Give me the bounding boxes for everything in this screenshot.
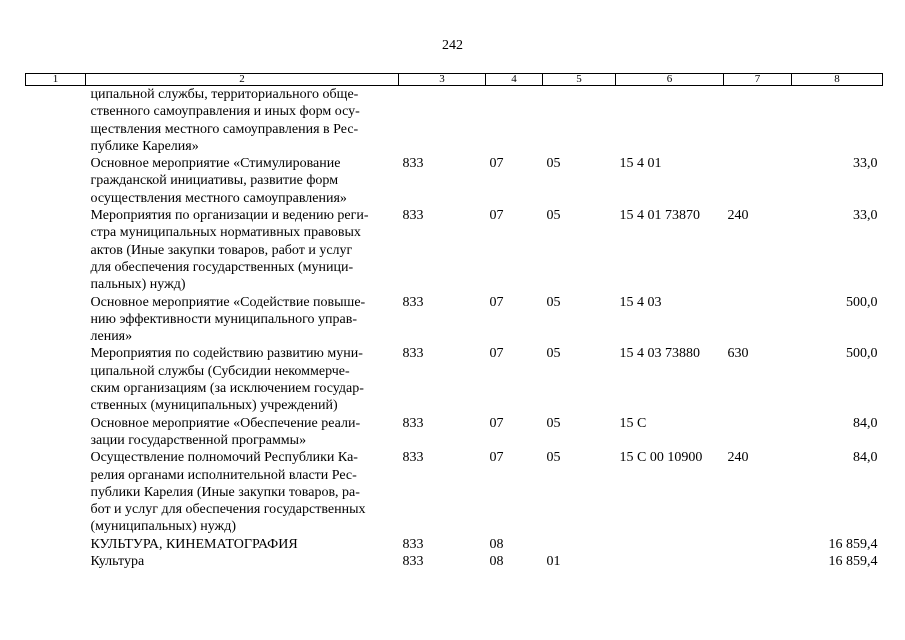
budget-table <box>25 73 883 570</box>
table-row <box>26 207 883 293</box>
item-name-line: КУЛЬТУРА, КИНЕМАТОГРАФИЯ <box>90 536 298 552</box>
item-name-line: ществления местного самоуправления в Рес- <box>90 121 359 137</box>
item-name-line: осуществления местного самоуправления» <box>90 190 347 206</box>
row-number-cell <box>26 86 86 156</box>
subsection-code-cell <box>543 86 616 156</box>
item-name-line: актов (Иные закупки товаров, работ и услуг <box>90 242 353 258</box>
header-col-1: 1 <box>26 74 86 86</box>
item-name-line: Осуществление полномочий Республики Ка- <box>90 450 358 466</box>
item-name-line: Основное мероприятие «Стимулирование <box>90 156 341 172</box>
item-name-line: ципальной службы (Субсидии некоммерче- <box>90 363 350 379</box>
section-code-cell: 07 <box>489 346 504 362</box>
target-item-code-cell: 15 4 01 73870 <box>619 208 700 224</box>
row-number-cell <box>26 536 86 553</box>
amount-cell: 84,0 <box>853 450 878 466</box>
item-name-line: гражданской инициативы, развитие форм <box>90 173 339 189</box>
expense-type-code-cell <box>724 155 792 207</box>
target-item-code-cell: 15 С <box>619 415 647 431</box>
expense-type-code-cell <box>724 553 792 570</box>
ministry-code-cell: 833 <box>402 536 424 552</box>
target-item-code-cell: 15 4 03 73880 <box>619 346 700 362</box>
section-code-cell: 07 <box>489 208 504 224</box>
ministry-code-cell: 833 <box>402 346 424 362</box>
row-number-cell <box>26 553 86 570</box>
subsection-code-cell: 05 <box>546 450 561 466</box>
section-code-cell: 08 <box>489 536 504 552</box>
expense-type-code-cell <box>724 86 792 156</box>
item-name-line: пальных) нужд) <box>90 277 186 293</box>
amount-cell: 16 859,4 <box>828 536 878 552</box>
target-item-code-cell: 15 4 01 <box>619 156 662 172</box>
ministry-code-cell: 833 <box>402 450 424 466</box>
item-name-line: публики Карелия (Иные закупки товаров, ра- <box>90 484 360 500</box>
section-code-cell: 07 <box>489 294 504 310</box>
table-row <box>26 536 883 553</box>
item-name-line: Мероприятия по организации и ведению реги- <box>90 208 369 224</box>
table-row <box>26 415 883 450</box>
target-item-code-cell <box>616 86 724 156</box>
row-number-cell <box>26 207 86 293</box>
amount-cell <box>792 86 883 156</box>
amount-cell: 16 859,4 <box>828 554 878 570</box>
row-number-cell <box>26 449 86 535</box>
ministry-code-cell: 833 <box>402 294 424 310</box>
section-code-cell: 07 <box>489 450 504 466</box>
item-name-line: Основное мероприятие «Содействие повыше- <box>90 294 366 310</box>
item-name-line: ским организациям (за исключением государ- <box>90 381 364 397</box>
item-name-cell <box>86 86 399 156</box>
item-name-cell <box>86 415 399 450</box>
row-number-cell <box>26 345 86 414</box>
header-col-4: 4 <box>486 74 543 86</box>
amount-cell: 500,0 <box>846 346 878 362</box>
header-col-2: 2 <box>86 74 399 86</box>
subsection-code-cell: 05 <box>546 346 561 362</box>
section-code-cell <box>486 86 543 156</box>
item-name-line: (муниципальных) нужд) <box>90 519 237 535</box>
expense-type-code-cell <box>724 536 792 553</box>
table-row <box>26 345 883 414</box>
item-name-line: ципальной службы, территориального обще- <box>90 87 359 102</box>
ministry-code-cell: 833 <box>402 415 424 431</box>
amount-cell: 33,0 <box>853 208 878 224</box>
item-name-line: стра муниципальных нормативных правовых <box>90 225 361 241</box>
section-code-cell: 07 <box>489 156 504 172</box>
item-name-line: зации государственной программы» <box>90 432 307 448</box>
header-col-7: 7 <box>724 74 792 86</box>
item-name-line: бот и услуг для обеспечения государственных <box>90 502 366 518</box>
subsection-code-cell <box>543 536 616 553</box>
ministry-code-cell <box>399 86 486 156</box>
ministry-code-cell: 833 <box>402 554 424 570</box>
item-name-line: Мероприятия по содействию развитию муни- <box>90 346 363 362</box>
row-number-cell <box>26 294 86 346</box>
expense-type-code-cell <box>724 415 792 450</box>
target-item-code-cell: 15 С 00 10900 <box>619 450 703 466</box>
expense-type-code-cell: 630 <box>727 346 749 362</box>
table-row <box>26 155 883 207</box>
amount-cell: 500,0 <box>846 294 878 310</box>
amount-cell: 33,0 <box>853 156 878 172</box>
item-name-line: нию эффективности муниципального управ- <box>90 311 358 327</box>
subsection-code-cell: 05 <box>546 156 561 172</box>
ministry-code-cell: 833 <box>402 156 424 172</box>
ministry-code-cell: 833 <box>402 208 424 224</box>
item-name-line: Культура <box>90 554 145 570</box>
header-col-5: 5 <box>543 74 616 86</box>
expense-type-code-cell: 240 <box>727 450 749 466</box>
row-number-cell <box>26 415 86 450</box>
item-name-cell <box>86 345 399 414</box>
table-row <box>26 449 883 535</box>
subsection-code-cell: 05 <box>546 208 561 224</box>
item-name-cell <box>86 294 399 346</box>
item-name-cell <box>86 155 399 207</box>
subsection-code-cell: 05 <box>546 415 561 431</box>
item-name-cell <box>86 536 399 553</box>
item-name-line: релия органами исполнительной власти Рес- <box>90 467 357 483</box>
table-row <box>26 86 883 156</box>
section-code-cell: 08 <box>489 554 504 570</box>
subsection-code-cell: 05 <box>546 294 561 310</box>
item-name-line: ственных (муниципальных) учреждений) <box>90 398 338 414</box>
expense-type-code-cell: 240 <box>727 208 749 224</box>
amount-cell: 84,0 <box>853 415 878 431</box>
item-name-line: для обеспечения государственных (муници- <box>90 259 354 275</box>
target-item-code-cell: 15 4 03 <box>619 294 662 310</box>
row-number-cell <box>26 155 86 207</box>
item-name-line: ления» <box>90 329 133 345</box>
item-name-line: публике Карелия» <box>90 138 199 154</box>
header-row <box>26 74 883 86</box>
table-row <box>26 553 883 570</box>
item-name-cell <box>86 207 399 293</box>
item-name-cell <box>86 553 399 570</box>
page-number: 242 <box>442 38 463 53</box>
table-row <box>26 294 883 346</box>
item-name-cell <box>86 449 399 535</box>
item-name-line: ственного самоуправления и иных форм осу- <box>90 104 360 120</box>
header-col-8: 8 <box>792 74 883 86</box>
table-header <box>26 74 883 86</box>
table-body <box>26 86 883 571</box>
expense-type-code-cell <box>724 294 792 346</box>
target-item-code-cell <box>616 553 724 570</box>
header-col-3: 3 <box>399 74 486 86</box>
subsection-code-cell: 01 <box>546 554 561 570</box>
target-item-code-cell <box>616 536 724 553</box>
section-code-cell: 07 <box>489 415 504 431</box>
header-col-6: 6 <box>616 74 724 86</box>
item-name-line: Основное мероприятие «Обеспечение реали- <box>90 415 361 431</box>
